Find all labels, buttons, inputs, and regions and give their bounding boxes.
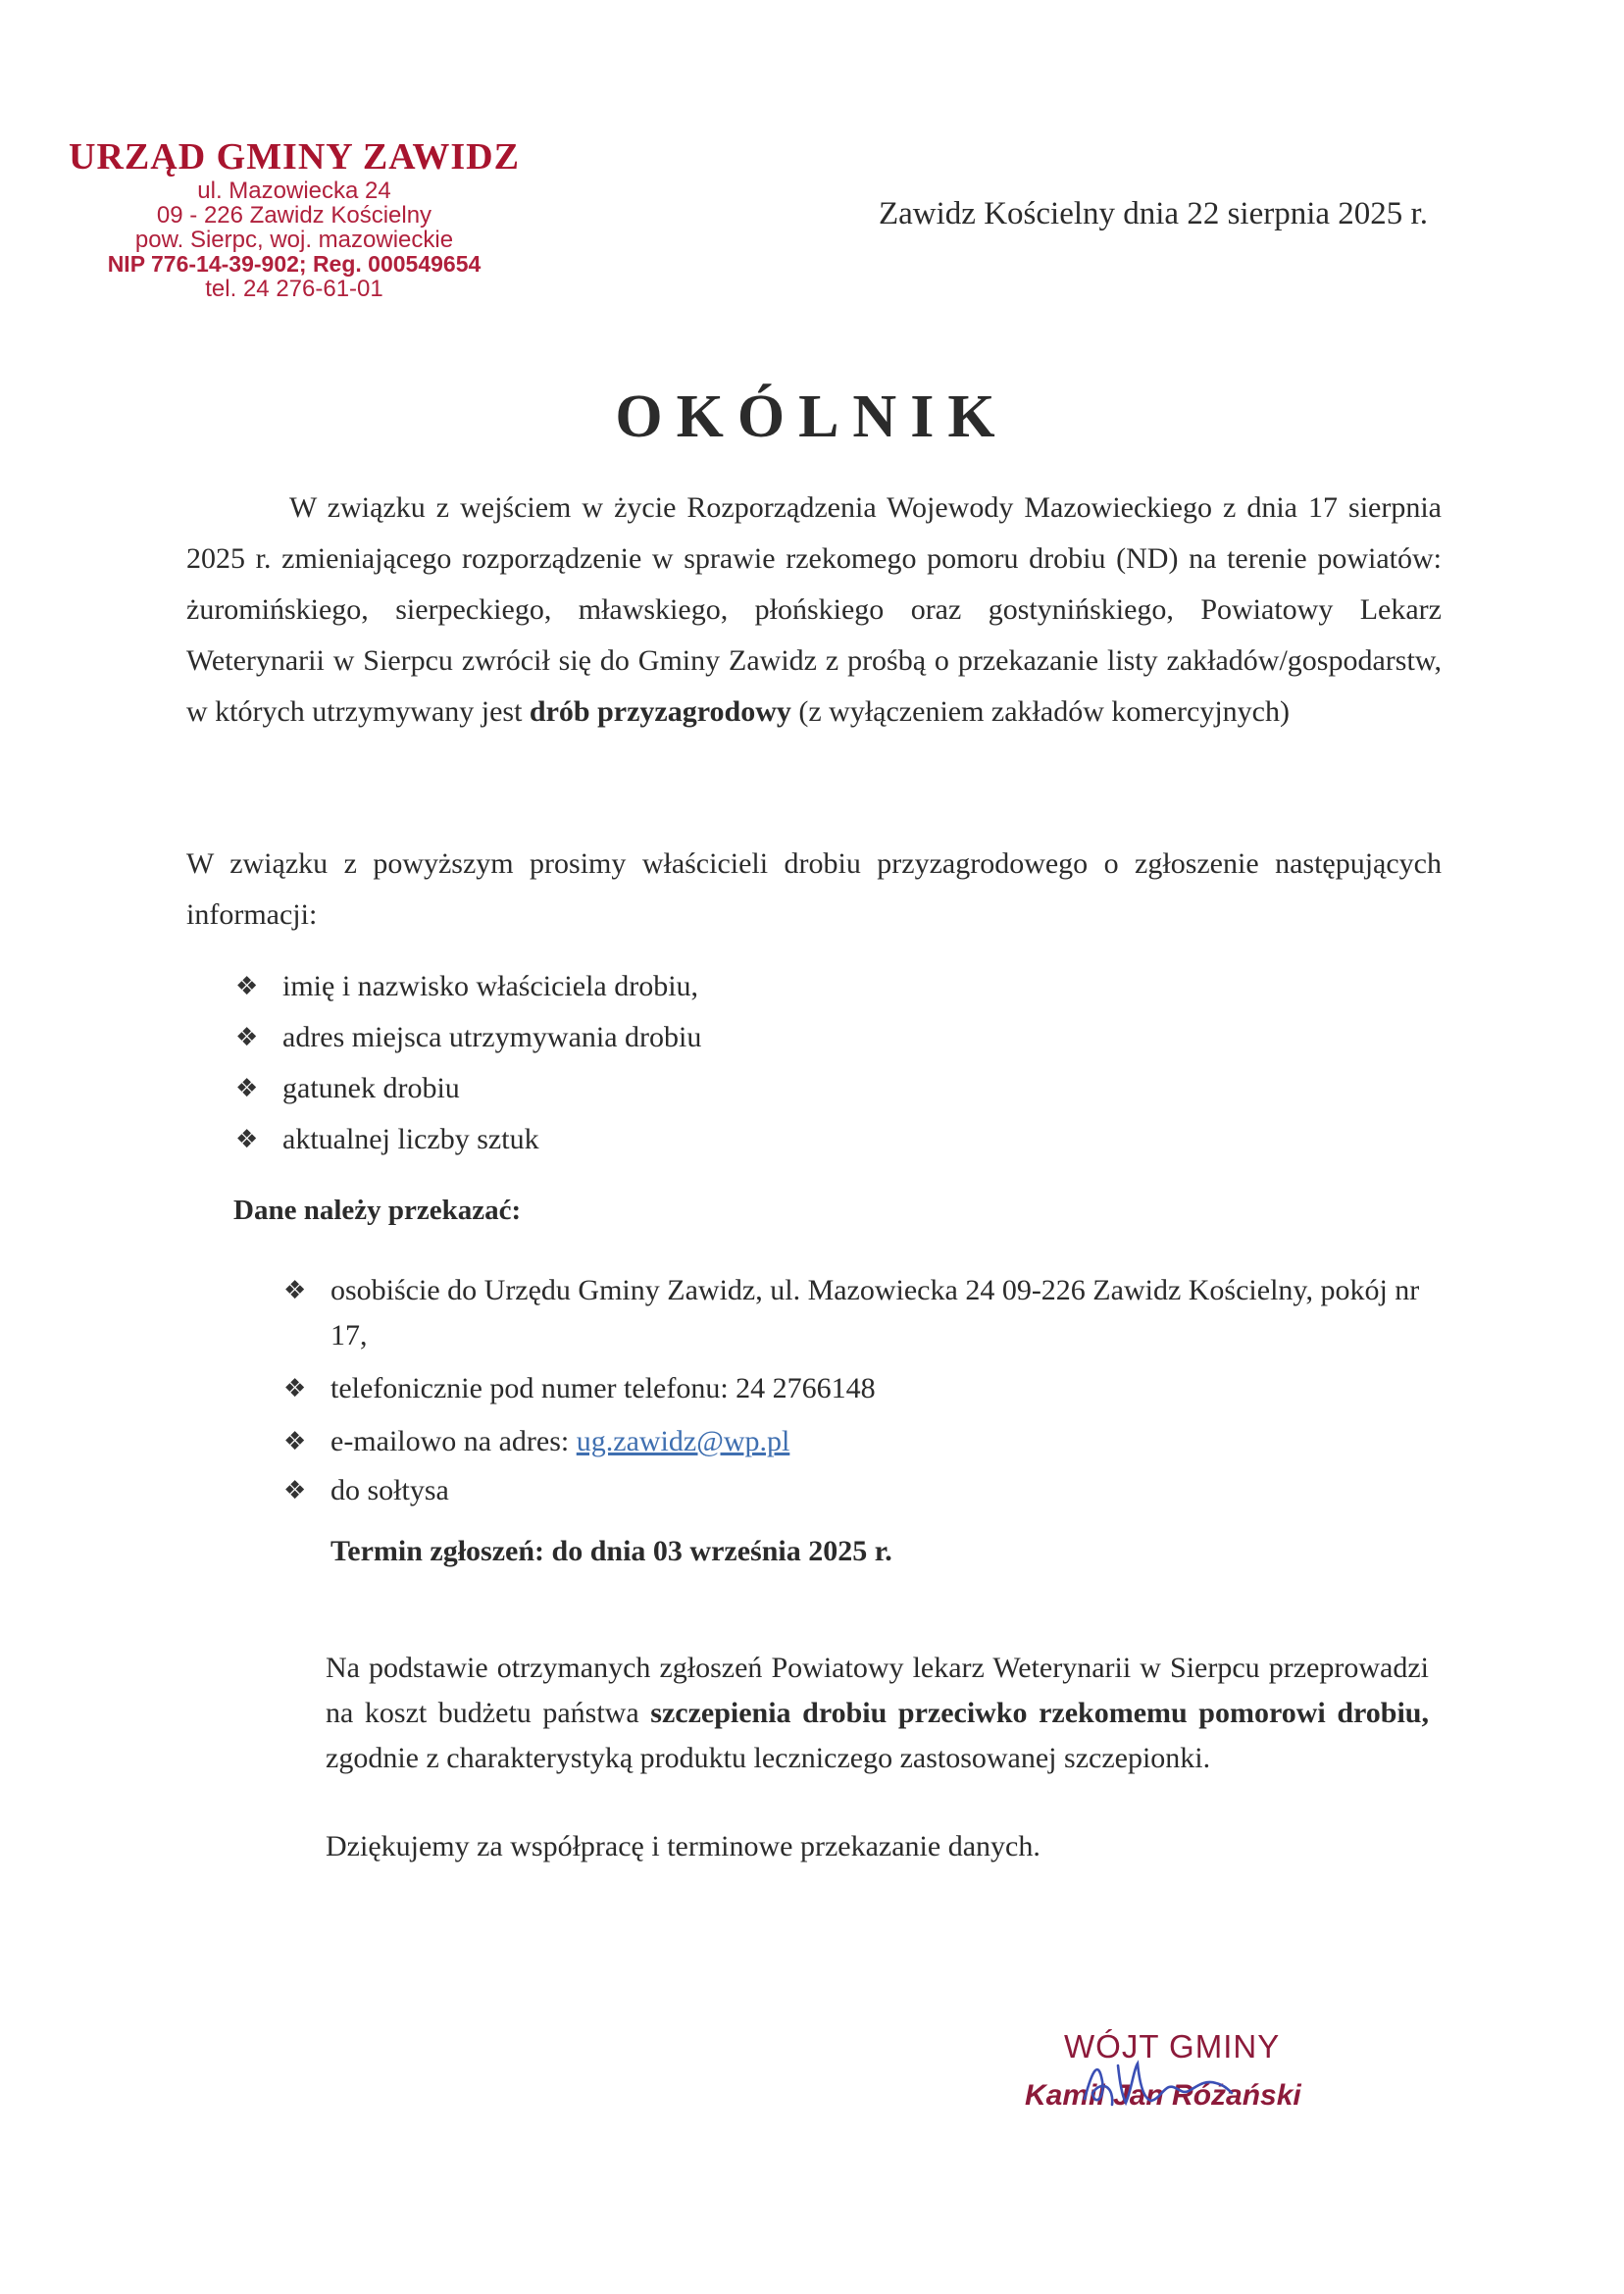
stamp-county: pow. Sierpc, woj. mazowieckie (134, 227, 454, 253)
diamond-bullet-icon: ❖ (235, 1125, 259, 1154)
email-link[interactable]: ug.zawidz@wp.pl (576, 1425, 790, 1457)
list-item (235, 1012, 1165, 1063)
list-item-text: aktualnej liczby sztuk (282, 1123, 539, 1155)
stamp-nip-regon: NIP 776-14-39-902; Reg. 000549654 (107, 251, 482, 277)
list-item-text: adres miejsca utrzymywania drobiu (282, 1021, 702, 1053)
list-item (235, 1114, 1165, 1165)
diamond-bullet-icon: ❖ (235, 1074, 259, 1103)
diamond-bullet-icon: ❖ (283, 1476, 307, 1505)
request-paragraph: W związku z powyższym prosimy właścicieli drobiu przyzagrodowego o zgłoszenie następujących informacji: (186, 847, 1442, 931)
signature-name: Kamil Jan Różański (1025, 2079, 1301, 2112)
diamond-bullet-icon: ❖ (283, 1374, 307, 1403)
list-item-text: osobiście do Urzędu Gminy Zawidz, ul. Mazowiecka 24 09-226 Zawidz Kościelny, pokój nr 17, (330, 1274, 1420, 1351)
signature-block (1010, 2028, 1334, 2113)
date-place-line: Zawidz Kościelny dnia 22 sierpnia 2025 r. (879, 196, 1428, 231)
diamond-bullet-icon: ❖ (235, 972, 259, 1001)
vaccination-text-end: zgodnie z charakterystyką produktu leczniczego zastosowanej szczepionki. (326, 1742, 1211, 1774)
vaccination-bold-text: szczepienia drobiu przeciwko rzekomemu pomorowi drobiu, (650, 1697, 1429, 1729)
stamp-postal-code: 09 - 226 Zawidz Kościelny (156, 202, 432, 229)
list-item-personal (283, 1268, 1439, 1358)
vaccination-text: Na podstawie otrzymanych zgłoszeń Powiatowy lekarz Weterynarii w Sierpcu przeprowadzi na koszt budżetu państwa (326, 1652, 1429, 1729)
list-item-text: gatunek drobiu (282, 1072, 460, 1104)
document-title: OKÓLNIK (615, 383, 1009, 450)
list-item (235, 1063, 1165, 1114)
intro-text: W związku z wejściem w życie Rozporządzenia Wojewody Mazowieckiego z dnia 17 sierpnia 2025 r. zmieniającego rozporządzenie w sprawie rzekomego pomoru drobiu (ND) na terenie powiatów: żuromińskiego, sierpeckiego, mławskiego, płońskiego oraz gostynińskiego, Powiatowy Lekarz Weterynarii w Sierpcu zwrócił się do Gminy Zawidz z prośbą o przekazanie listy zakładów/gospodarstw, w których utrzymywany jest (186, 491, 1442, 728)
info-list (235, 961, 1165, 1165)
diamond-bullet-icon: ❖ (283, 1427, 307, 1456)
stamp-street: ul. Mazowiecka 24 (197, 178, 391, 204)
submit-heading: Dane należy przekazać: (233, 1195, 522, 1226)
list-item-text: telefonicznie pod numer telefonu: 24 2766148 (330, 1372, 876, 1404)
list-item-phone (283, 1366, 1439, 1411)
intro-bold-text: drób przyzagrodowy (529, 695, 791, 728)
stamp-office-name: URZĄD GMINY ZAWIDZ (69, 136, 520, 178)
intro-paragraph (186, 483, 1442, 738)
submit-methods-list (283, 1268, 1439, 1521)
list-item-text: imię i nazwisko właściciela drobiu, (282, 970, 699, 1002)
deadline-text: Termin zgłoszeń: do dnia 03 września 2025 r. (330, 1535, 892, 1567)
stamp-phone: tel. 24 276-61-01 (205, 276, 383, 302)
list-item-email (283, 1419, 1439, 1464)
office-stamp (69, 135, 520, 301)
list-item-soltys (283, 1468, 1439, 1513)
signature-role: WÓJT GMINY (1064, 2028, 1281, 2065)
list-item (235, 961, 1165, 1012)
diamond-bullet-icon: ❖ (235, 1023, 259, 1052)
list-item-text: do sołtysa (330, 1474, 449, 1506)
thanks-paragraph: Dziękujemy za współpracę i terminowe przekazanie danych. (326, 1830, 1040, 1862)
signature-icon (1079, 2050, 1236, 2118)
vaccination-paragraph (326, 1646, 1429, 1781)
intro-text-end: (z wyłączeniem zakładów komercyjnych) (790, 695, 1290, 728)
diamond-bullet-icon: ❖ (283, 1276, 307, 1305)
email-label: e-mailowo na adres: (330, 1425, 577, 1457)
